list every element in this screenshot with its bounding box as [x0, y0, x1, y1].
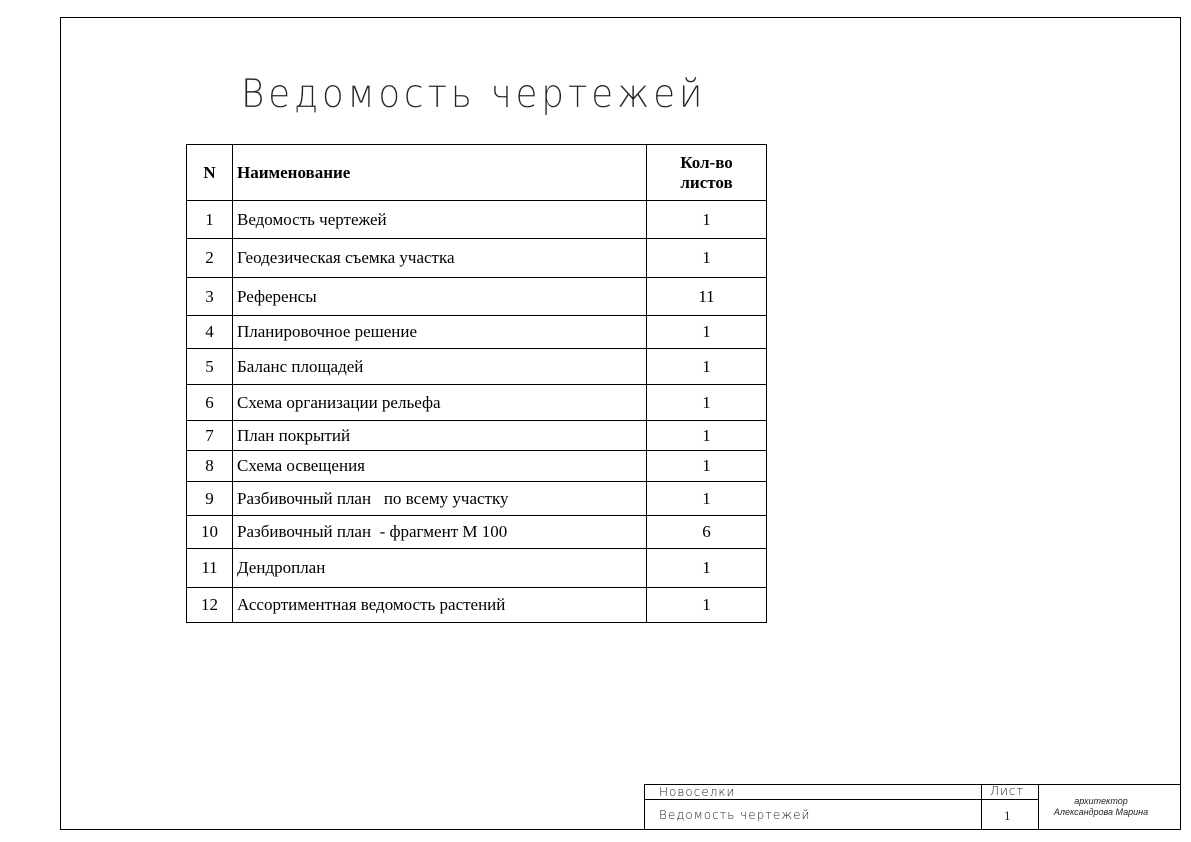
row-quantity: 1 [647, 385, 767, 421]
row-name: Референсы [233, 278, 647, 316]
table-row [187, 451, 767, 482]
header-qty [647, 145, 767, 201]
page-title: Ведомость чертежей [241, 72, 707, 117]
table-row [187, 482, 767, 516]
row-number: 12 [187, 588, 233, 623]
table-row [187, 201, 767, 239]
table-row [187, 516, 767, 549]
row-quantity: 1 [647, 549, 767, 588]
table-row [187, 549, 767, 588]
table-row [187, 239, 767, 278]
row-number: 11 [187, 549, 233, 588]
row-name: Планировочное решение [233, 316, 647, 349]
table-row [187, 421, 767, 451]
author-role: архитектор [1074, 796, 1128, 806]
project-name: Новоселки [659, 785, 736, 799]
row-quantity: 1 [647, 201, 767, 239]
row-name: Баланс площадей [233, 349, 647, 385]
row-quantity: 1 [647, 349, 767, 385]
row-number: 6 [187, 385, 233, 421]
row-number: 5 [187, 349, 233, 385]
row-number: 2 [187, 239, 233, 278]
table-row [187, 349, 767, 385]
row-name: Схема освещения [233, 451, 647, 482]
row-quantity: 1 [647, 482, 767, 516]
row-quantity: 6 [647, 516, 767, 549]
row-quantity: 1 [647, 316, 767, 349]
row-quantity: 1 [647, 451, 767, 482]
row-number: 10 [187, 516, 233, 549]
row-name: Разбивочный план по всему участку [233, 482, 647, 516]
row-number: 1 [187, 201, 233, 239]
table-row [187, 316, 767, 349]
header-n: N [187, 145, 233, 201]
table-row [187, 588, 767, 623]
row-quantity: 1 [647, 421, 767, 451]
row-name: Ассортиментная ведомость растений [233, 588, 647, 623]
row-number: 4 [187, 316, 233, 349]
row-name: Дендроплан [233, 549, 647, 588]
sheet-number: 1 [1004, 808, 1012, 823]
row-number: 3 [187, 278, 233, 316]
row-name: Разбивочный план - фрагмент М 100 [233, 516, 647, 549]
row-quantity: 1 [647, 239, 767, 278]
row-quantity: 11 [647, 278, 767, 316]
sheet-label: Лист [990, 784, 1025, 798]
row-number: 9 [187, 482, 233, 516]
row-name: Ведомость чертежей [233, 201, 647, 239]
header-qty-line2: листов [680, 172, 733, 192]
row-number: 8 [187, 451, 233, 482]
header-name: Наименование [233, 145, 647, 201]
row-name: План покрытий [233, 421, 647, 451]
table-row [187, 278, 767, 316]
table-header-row [187, 145, 767, 201]
sheet-name: Ведомость чертежей [659, 808, 811, 822]
row-number: 7 [187, 421, 233, 451]
row-quantity: 1 [647, 588, 767, 623]
author-name: Александрова Марина [1053, 807, 1149, 817]
row-name: Схема организации рельефа [233, 385, 647, 421]
drawings-table [186, 144, 767, 623]
header-qty-line1: Кол-во [680, 152, 733, 172]
row-name: Геодезическая съемка участка [233, 239, 647, 278]
table-row [187, 385, 767, 421]
